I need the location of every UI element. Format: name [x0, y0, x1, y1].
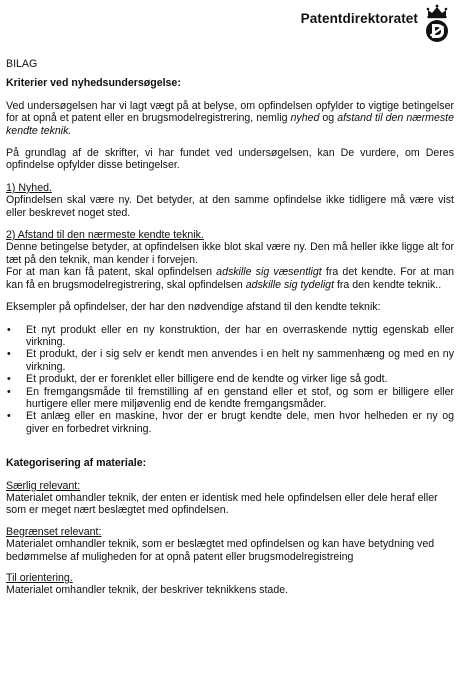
list-item: • Et produkt, der i sig selv er kendt men anvendes i en helt ny sammenhæng og med en ny virkning.	[7, 348, 454, 373]
bullet-icon: •	[7, 410, 11, 423]
novelty-heading: 1) Nyhed.	[6, 181, 52, 194]
spacer	[6, 445, 454, 457]
category-body: Materialet omhandler teknik, som er beslægtet med opfindelsen og kan have betydning ved bedømmelse af muligheden for at opnå patent eller brugsmodelregistreing	[6, 538, 435, 563]
attachment-label: BILAG	[6, 58, 38, 70]
category-heading: Begrænset relevant:	[6, 525, 102, 538]
bullet-icon: •	[7, 348, 11, 361]
list-item: • En fremgangsmåde til fremstilling af en genstand eller et stof, og som er billigere eller hurtigere eller mere miljøvenlig end de kendte fremgangsmåder.	[7, 385, 454, 410]
list-item: • Et anlæg eller en maskine, hvor der er brugt kendte dele, men hvor helheden er ny og giver en forbedret virkning.	[7, 410, 454, 435]
category-body: Materialet omhandler teknik, der enten er identisk med hele opfindelsen eller dele heraf eller som er meget nært beslægtet med opfindelsen.	[6, 491, 438, 517]
examples-intro: Eksempler på opfindelser, der har den nødvendige afstand til den kendte teknik:	[6, 301, 381, 314]
novelty-body: Opfindelsen skal være ny. Det betyder, at den samme opfindelse ikke tidligere må være vist eller beskrevet noget sted.	[6, 194, 454, 219]
bullet-icon: •	[7, 323, 11, 336]
novelty-term: nyhed	[290, 112, 320, 125]
crown-d-logo-icon	[424, 4, 450, 44]
category-heading: Særlig relevant:	[6, 479, 81, 492]
category-particularly-relevant	[6, 480, 454, 517]
intro-paragraph: Ved undersøgelsen har vi lagt vægt på at belyse, om opfindelsen opfylder to vigtige betingelser for at opnå et patent eller en brugsmodelregistrering, nemlig nyhed og afstand til den nærmeste kendte teknik.	[6, 99, 455, 137]
section-novelty	[6, 182, 454, 219]
criteria-title: Kriterier ved nyhedsundersøgelse:	[6, 77, 181, 90]
basis-paragraph: På grundlag af de skrifter, vi har fundet ved undersøgelsen, kan De vurdere, om Deres opfindelse opfylder disse betingelser.	[6, 147, 454, 172]
distance-requirements: For at man kan få patent, skal opfindelsen adskille sig væsentligt fra det kendte. For at man kan få en brugsmodelregistrering, skal opfindelsen adskille sig tydeligt fra den kendte teknik..	[6, 266, 454, 291]
section-distance	[6, 229, 454, 291]
bullet-icon: •	[7, 373, 11, 386]
examples-list	[6, 324, 454, 436]
list-item: • Et produkt, der er forenklet eller billigere end de kendte og virker lige så godt.	[7, 373, 388, 386]
category-limited-relevant	[6, 526, 454, 563]
distance-term: afstand til den nærmeste kendte teknik.	[6, 112, 455, 137]
category-for-information	[6, 572, 454, 597]
distance-body: Denne betingelse betyder, at opfindelsen ikke blot skal være ny. Den må heller ikke ligge alt for tæt på den teknik, man kender i forvejen.	[6, 241, 454, 266]
list-item: • Et nyt produkt eller en ny konstruktion, der har en overraskende nyttig egenskab eller virkning.	[7, 323, 454, 348]
organization-name: Patentdirektoratet	[300, 11, 418, 26]
categorization-title: Kategorisering af materiale:	[6, 457, 147, 470]
category-heading: Til orientering.	[6, 572, 73, 584]
distance-heading: 2) Afstand til den nærmeste kendte teknik.	[6, 229, 204, 242]
bullet-icon: •	[7, 385, 11, 398]
document-body	[6, 58, 454, 606]
category-body: Materialet omhandler teknik, der beskriver teknikkens stade.	[6, 584, 289, 597]
